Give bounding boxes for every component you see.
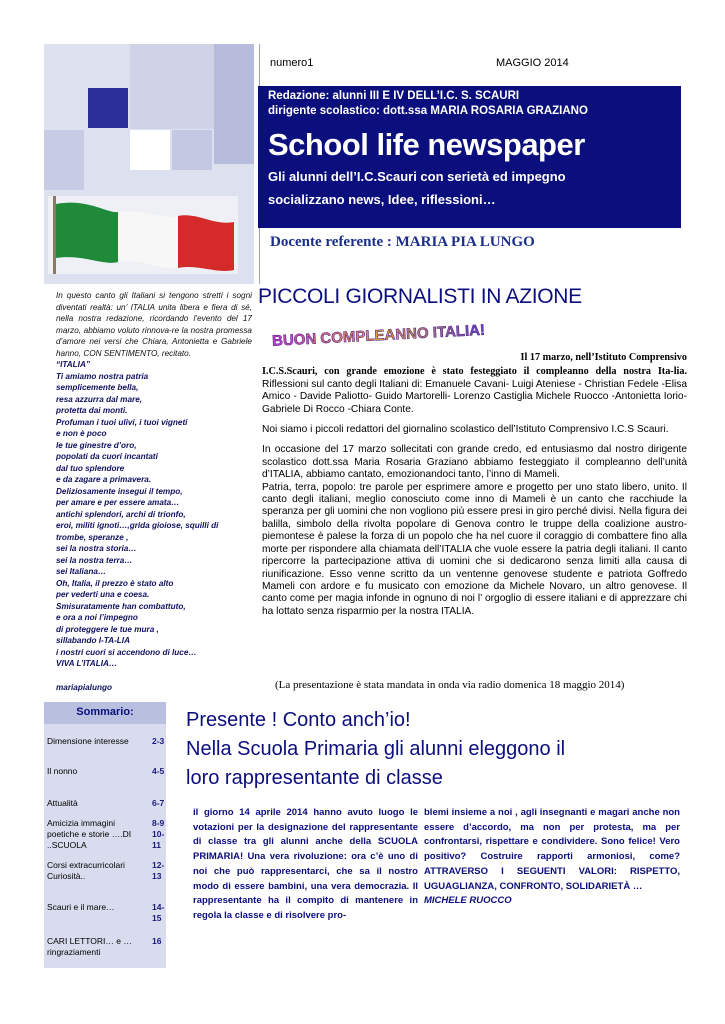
poem-line: Profuman i tuoi ulivi, i tuoi vigneti bbox=[56, 417, 188, 427]
poem-line: Smisuratamente han combattuto, bbox=[56, 601, 186, 611]
poem-line: resa azzurra dal mare, bbox=[56, 394, 143, 404]
school-director: dirigente scolastico: dott.ssa MARIA ROSARIA GRAZIANO bbox=[268, 105, 588, 117]
poem-line: di proteggere le tue mura , bbox=[56, 624, 159, 634]
toc-item bbox=[47, 902, 165, 926]
poem-line: trombe, speranze , bbox=[56, 532, 129, 542]
subtitle-line: socializzano news, Idee, riflessioni… bbox=[268, 192, 496, 207]
second-article-title-line: loro rappresentante di classe bbox=[186, 767, 443, 789]
toc-item-pages: 4-5 bbox=[152, 766, 165, 776]
toc-item-title: Il nonno bbox=[47, 766, 78, 776]
poem-line: sei la nostra storia… bbox=[56, 544, 137, 553]
article-paragraph: Noi siamo i piccoli redattori del giornalino scolastico dell’Istituto Comprensivo I.C.S Scauri. bbox=[262, 424, 669, 436]
decor-square bbox=[172, 130, 212, 170]
poem-line: i nostri cuori si accendono di luce… bbox=[56, 647, 197, 657]
decor-square bbox=[44, 130, 84, 190]
poem-line: sillabando I-TA-LIA bbox=[56, 636, 130, 645]
toc-item bbox=[47, 736, 165, 756]
poem-line: Deliziosamente insegui il tempo, bbox=[56, 486, 183, 496]
toc-item bbox=[47, 860, 165, 882]
toc-item-title: Attualità bbox=[47, 798, 78, 808]
birthday-wordart bbox=[270, 321, 486, 350]
poem-line: e da zagare a primavera. bbox=[56, 475, 152, 484]
decor-square bbox=[130, 130, 170, 170]
article-paragraph: In occasione del 17 marzo sollecitati con grande credo, ed entusiasmo dal nostro dirigente scolastico dott.ssa Maria Rosaria Graziano abbiamo festeggiato il compleanno dell’unità d’ITALIA, abbiamo cantato, emozionandoci tanto, l’inno di Mameli. bbox=[262, 444, 687, 481]
newspaper-title: School life newspaper bbox=[268, 127, 585, 162]
article-title: PICCOLI GIORNALISTI IN AZIONE bbox=[258, 285, 582, 308]
decor-square bbox=[130, 44, 215, 129]
poem-line: dal tuo splendore bbox=[56, 463, 125, 473]
toc-item bbox=[47, 818, 165, 854]
poem-line: antichi splendori, archi di trionfo, bbox=[56, 509, 186, 519]
second-article-title-line: Nella Scuola Primaria gli alunni eleggono il bbox=[186, 738, 566, 760]
broadcast-note: (La presentazione è stata mandata in onda via radio domenica 18 maggio 2014) bbox=[275, 679, 625, 691]
second-article-text: blemi insieme a noi , agli insegnanti e magari anche non essere d’accordo, ma non per protesta, ma per confrontarsi, rispettare e condividere. Sono felice! Vero positivo? Costruire rapporti armoniosi, come? ATTRAVERSO I SEGUENTI VALORI: RISPETTO, UGUAGLIANZA, CONFRONTO, SOLIDARIETÀ … bbox=[424, 807, 680, 892]
poem-line: semplicemente bella, bbox=[56, 383, 139, 392]
issue-number: numero1 bbox=[270, 57, 314, 69]
table-of-contents bbox=[44, 702, 166, 968]
poem-line: eroi, militi ignoti…,grida gioiose, squilli di bbox=[56, 521, 219, 530]
toc-item-title: Dimensione interesse bbox=[47, 736, 129, 746]
teacher-referent: Docente referente : MARIA PIA LUNGO bbox=[270, 234, 535, 250]
toc-title: Sommario: bbox=[44, 702, 166, 724]
toc-item-pages: 8-9 10-11 bbox=[152, 818, 165, 850]
article-lead: Il 17 marzo, nell’Istituto Comprensivo bbox=[520, 352, 687, 363]
toc-item-title: CARI LETTORI… e …ringraziamenti bbox=[47, 936, 132, 957]
article-lead: Riflessioni sul canto degli Italiani di: Emanuele Cavani- Luigi Ateniese - Christian Fedele -Elisa Amico - Davide Paliotto- Guido Martorelli- Lorenzo Castiglia Michele Ruocco -Antonietta Iorio- Gabriele Di Rocco -Chiara Conte. bbox=[262, 378, 687, 415]
subtitle-line: Gli alunni dell’I.C.Scauri con serietà ed impegno bbox=[268, 169, 566, 184]
poem-line: sei la nostra terra… bbox=[56, 555, 133, 565]
toc-item-title: Corsi extracurricolari Curiosità.. bbox=[47, 860, 125, 881]
italian-flag-image bbox=[48, 196, 238, 274]
toc-item bbox=[47, 766, 165, 786]
poem-intro: In questo canto gli Italiani si tengono stretti i sogni diventati realtà: un’ ITALIA unita libera e fiera di sé, nella nostra redazione, ricordando l’evento del 17 marzo, abbiamo voluto rinnova-re la nostra promessa d’amore nei versi che Chiara, Antonietta e Gabriele hanno, CON SENTIMENTO, recitato. bbox=[56, 291, 252, 358]
article-paragraph: Patria, terra, popolo: tre parole per esprimere amore e progetto per uno stato libero, unito. Il canto degli italiani, meglio conosciuto come inno di Mameli è un canto che racchiude la speranza per gli uomini che non vogliono più essere presi in giro perché divisi. Nella figura dei balilla, simbolo della rivolta popolare di Genova contro le truppe della coalizione austro-piemontese è palese la forza di un popolo che ha nel cuore il coraggio di combattere fino alla morte per rispondere alla chiamata dell’ITALIA che vuole essere la patria degli italiani. Il canto ripercorre la partecipazione attiva di uomini che si dedicarono senza limiti alla causa di riunificazione. Esso venne scritto da un ventenne genovese studente e patriota Goffredo Mameli con ardore e fu musicato con emozione da Michele Novaro, un altro genovese. Il canto come per magia infonde in ognuno di noi l’ orgoglio di essere italiani e di apprezzare chi ha lottato senza risparmio per la nostra ITALIA. bbox=[262, 481, 687, 617]
poem-line: VIVA L’ITALIA… bbox=[56, 659, 118, 668]
toc-item-title: Amicizia immagini poetiche e storie ….DI ..SCUOLA bbox=[47, 818, 132, 850]
toc-item-pages: 6-7 bbox=[152, 798, 165, 808]
poem-verses bbox=[56, 359, 252, 670]
editorial-staff: Redazione: alunni III E IV DELL’I.C. S. SCAURI bbox=[268, 90, 520, 102]
poem-line: le tue ginestre d’oro, bbox=[56, 440, 137, 450]
poem-line: popolati da cuori incantati bbox=[56, 452, 158, 461]
second-article-title-line: Presente ! Conto anch’io! bbox=[186, 709, 411, 731]
issue-date: MAGGIO 2014 bbox=[496, 57, 569, 69]
masthead-banner bbox=[258, 86, 681, 228]
article-lead: I.C.S.Scauri, con grande emozione è stato festeggiato il compleanno della nostra Ita-lia. bbox=[262, 366, 687, 378]
poem-signature: mariapialungo bbox=[56, 682, 112, 692]
poem-line: e non è poco bbox=[56, 429, 107, 438]
toc-item-pages: 2-3 bbox=[152, 736, 165, 746]
second-article-title bbox=[186, 706, 565, 793]
poem-line: Oh, Italia, il prezzo è stato alto bbox=[56, 578, 174, 588]
toc-item-title: Scauri e il mare… bbox=[47, 902, 115, 912]
poem-line: e ora a noi l’impegno bbox=[56, 613, 138, 622]
poem-line: Ti amiamo nostra patria bbox=[56, 371, 149, 381]
poem-column bbox=[56, 290, 252, 693]
poem-line: sei Italiana… bbox=[56, 567, 107, 576]
poem-line: “ITALIA” bbox=[56, 360, 90, 369]
article-body bbox=[262, 352, 687, 626]
toc-item-pages: 16 bbox=[152, 936, 162, 946]
toc-item bbox=[47, 798, 165, 810]
toc-item-pages: 12-13 bbox=[152, 860, 165, 881]
decor-square bbox=[214, 44, 254, 164]
poem-line: protetta dai monti. bbox=[56, 406, 128, 415]
second-article-column-right bbox=[424, 806, 680, 909]
second-article-author: MICHELE RUOCCO bbox=[424, 895, 512, 907]
toc-item-pages: 14-15 bbox=[152, 902, 165, 923]
second-article-column-left: il giorno 14 aprile 2014 hanno avuto luogo le votazioni per la designazione del rappresentante di classe tra gli alunni anche della SCUOLA PRIMARIA! Una vera rivoluzione: ora c’è uno di noi che può rappresentarci, che sa il nostro modo di essere bambini, una vera democrazia. Il rappresentante ha il compito di mantenere in regola la classe e di risolvere pro- bbox=[193, 807, 418, 921]
poem-line: per vederti una e coesa. bbox=[56, 590, 150, 599]
svg-text:BUON COMPLEANNO ITALIA!: BUON COMPLEANNO ITALIA! bbox=[271, 321, 486, 350]
decor-square bbox=[88, 88, 128, 128]
poem-line: per amare e per essere amata… bbox=[56, 498, 180, 507]
toc-item bbox=[47, 936, 165, 960]
